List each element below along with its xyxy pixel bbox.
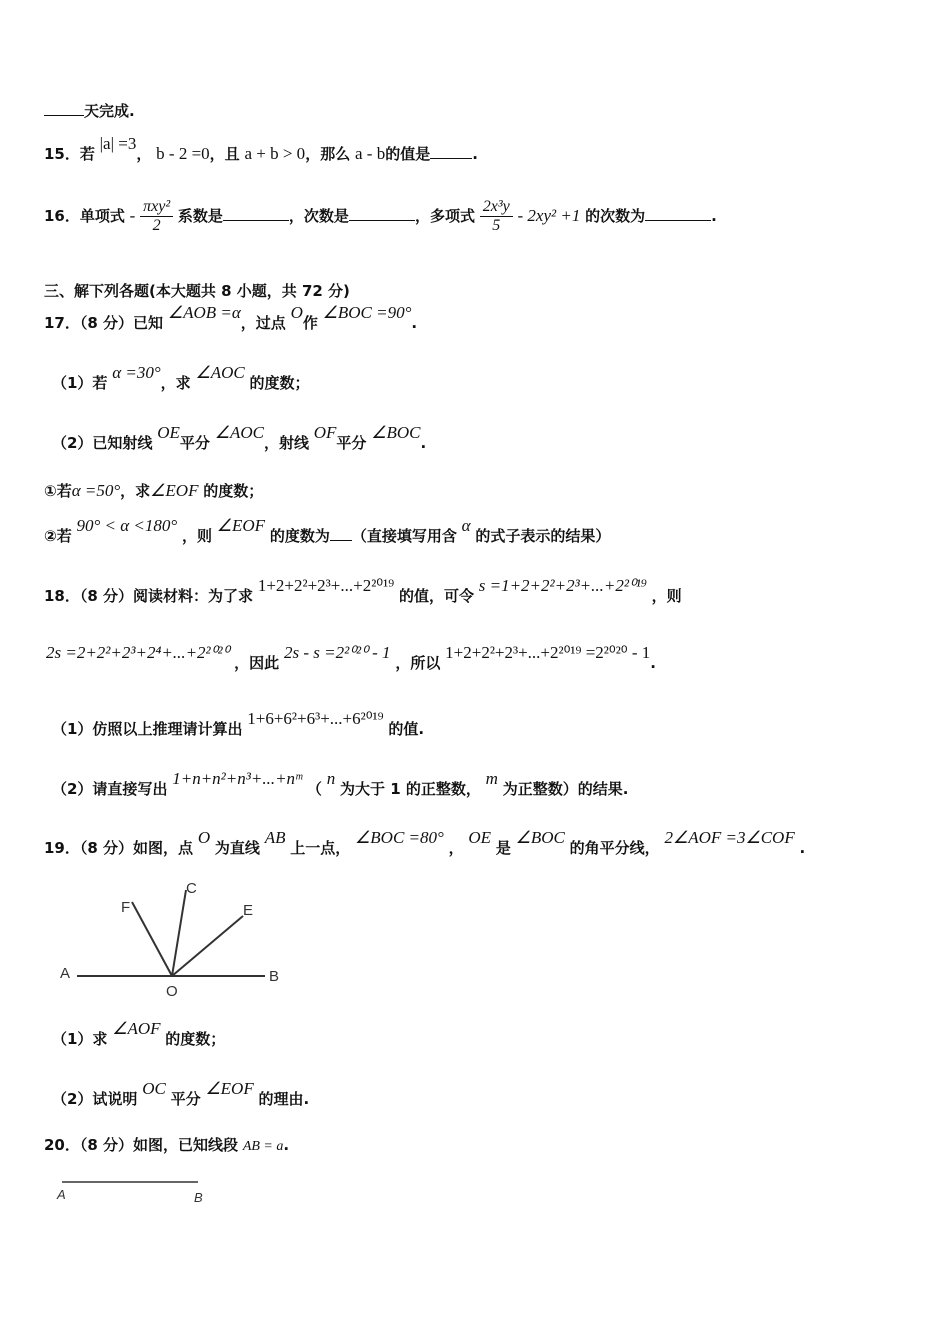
label-e: E (243, 902, 254, 919)
question-20: 20．（8 分）如图，已知线段 AB = a. (44, 1136, 290, 1154)
label-a: A (57, 1187, 66, 1202)
question-18-part-1: （1）仿照以上推理请计算出 1+6+6²+6³+...+6²⁰¹⁹ 的值. (52, 709, 425, 738)
label-c: C (186, 880, 197, 897)
q14-tail: 天完成. (44, 100, 135, 121)
question-16: 16．单项式 - $\frac{\text{πxy²}}{2}$ 系数是 ，次数是 ，多项式 $\frac{\text{2x³y}}{5}$ - 2xy² +1 的次数为 . (44, 198, 717, 234)
label-o: O (166, 983, 178, 1000)
answer-blank (223, 220, 289, 221)
question-18: 18．（8 分）阅读材料：为了求 1+2+2²+2³+...+2²⁰¹⁹ 的值，可令 s =1+2+2²+2³+...+2²⁰¹⁹ ，则 (44, 576, 682, 605)
question-17-case-2: ②若 90° < α <180° ，则 ∠EOF 的度数为 （直接填写用含 α 的式子表示的结果） (44, 516, 611, 545)
question-19-part-1: （1）求 ∠AOF 的度数； (52, 1019, 226, 1048)
question-15: 15．若 |a| =3， b - 2 =0，且 a + b > 0，那么 a - b的值是 . (44, 134, 478, 163)
answer-blank (330, 540, 352, 541)
label-b: B (194, 1190, 203, 1205)
question-17: 17．（8 分）已知 ∠AOB =α，过点 O作 ∠BOC =90°. (44, 303, 418, 332)
ray-of (132, 902, 172, 976)
question-19: 19．（8 分）如图，点 O 为直线 AB 上一点， ∠BOC =80° ， OE 是 ∠BOC 的角平分线， 2∠AOF =3∠COF . (44, 828, 806, 857)
question-18-part-2: （2）请直接写出 1+n+n²+n³+...+nᵐ （ n 为大于 1 的正整数， m 为正整数）的结果. (52, 769, 629, 798)
question-17-part-1: （1）若 α =30°，求 ∠AOC 的度数； (52, 363, 310, 392)
ray-oc (172, 890, 186, 976)
label-a: A (60, 965, 71, 982)
question-17-case-1: ①若α =50°，求∠EOF 的度数； (44, 481, 264, 500)
section-heading: 三、解下列各题(本大题共 8 小题，共 72 分) (44, 282, 350, 300)
label-f: F (121, 899, 131, 916)
figure-20-segment (52, 1174, 222, 1210)
answer-blank (430, 158, 472, 159)
question-18-derivation: 2s =2+2²+2³+2⁴+...+2²⁰²⁰ ，因此 2s - s =2²⁰²⁰ - 1 ，所以 1+2+2²+2³+...+2²⁰¹⁹ =2²⁰²⁰ - 1. (46, 643, 656, 672)
figure-19-diagram (55, 872, 295, 1002)
question-19-part-2: （2）试说明 OC 平分 ∠EOF 的理由. (52, 1079, 310, 1108)
label-b: B (269, 968, 280, 985)
ray-oe (172, 916, 243, 976)
question-17-part-2: （2）已知射线 OE平分 ∠AOC，射线 OF平分 ∠BOC. (52, 423, 427, 452)
fraction: $\frac{\text{πxy²}}{2}$ (140, 198, 173, 235)
answer-blank (645, 220, 711, 221)
fraction: $\frac{\text{2x³y}}{5}$ (480, 198, 513, 235)
answer-blank (349, 220, 415, 221)
answer-blank (44, 115, 84, 116)
